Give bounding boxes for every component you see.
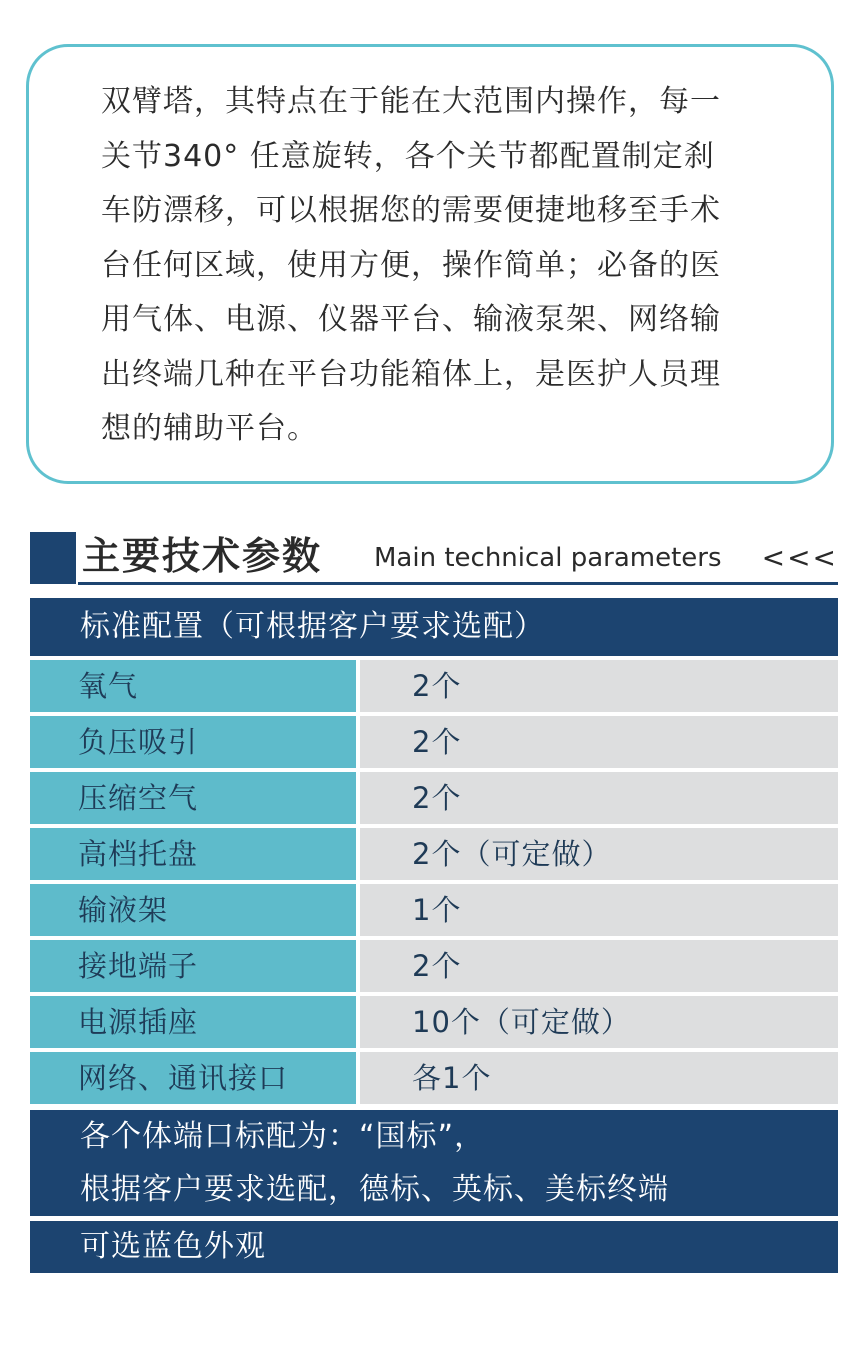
header-accent-bar (30, 532, 76, 584)
param-name: 接地端子 (30, 940, 356, 992)
note-line: 各个体端口标配为：“国标”， (80, 1119, 486, 1154)
table-row (30, 828, 838, 880)
port-standard-note (30, 1110, 838, 1216)
section-header (30, 532, 838, 584)
intro-line: 出终端几种在平台功能箱体上，是医护人员理 (101, 356, 721, 392)
table-row (30, 660, 838, 712)
intro-line: 车防漂移，可以根据您的需要便捷地移至手术 (101, 193, 721, 228)
param-name: 输液架 (30, 884, 356, 936)
section-title: 主要技术参数 (82, 534, 323, 578)
param-value: 10个（可定做） (360, 996, 838, 1048)
table-row (30, 772, 838, 824)
intro-box (26, 44, 834, 484)
standard-config-header: 标准配置（可根据客户要求选配） (30, 598, 838, 656)
param-name: 电源插座 (30, 996, 356, 1048)
table-row (30, 716, 838, 768)
param-name: 网络、通讯接口 (30, 1052, 356, 1104)
header-underline (78, 582, 838, 585)
section-subtitle: Main technical parameters (374, 543, 722, 573)
color-option-row: 可选蓝色外观 (30, 1221, 838, 1273)
parameters-table (30, 598, 838, 1273)
intro-line: 用气体、电源、仪器平台、输液泵架、网络输 (101, 302, 721, 337)
param-value: 2个 (360, 660, 838, 712)
param-value: 各1个 (360, 1052, 838, 1104)
intro-line: 双臂塔，其特点在于能在大范围内操作，每一 (101, 84, 721, 119)
param-value: 2个 (360, 716, 838, 768)
param-value: 1个 (360, 884, 838, 936)
intro-paragraph (101, 75, 791, 457)
param-name: 压缩空气 (30, 772, 356, 824)
intro-line: 台任何区域，使用方便，操作简单；必备的医 (101, 247, 721, 283)
table-row (30, 940, 838, 992)
table-row (30, 996, 838, 1048)
param-value: 2个（可定做） (360, 828, 838, 880)
param-name: 氧气 (30, 660, 356, 712)
table-row (30, 884, 838, 936)
table-row (30, 1052, 838, 1104)
param-value: 2个 (360, 940, 838, 992)
intro-line: 关节340° 任意旋转，各个关节都配置制定刹 (101, 138, 715, 174)
arrows-decoration: <<< (761, 541, 838, 574)
param-name: 高档托盘 (30, 828, 356, 880)
param-value: 2个 (360, 772, 838, 824)
intro-line: 想的辅助平台。 (101, 411, 318, 446)
note-line: 根据客户要求选配，德标、英标、美标终端 (80, 1172, 669, 1207)
param-name: 负压吸引 (30, 716, 356, 768)
